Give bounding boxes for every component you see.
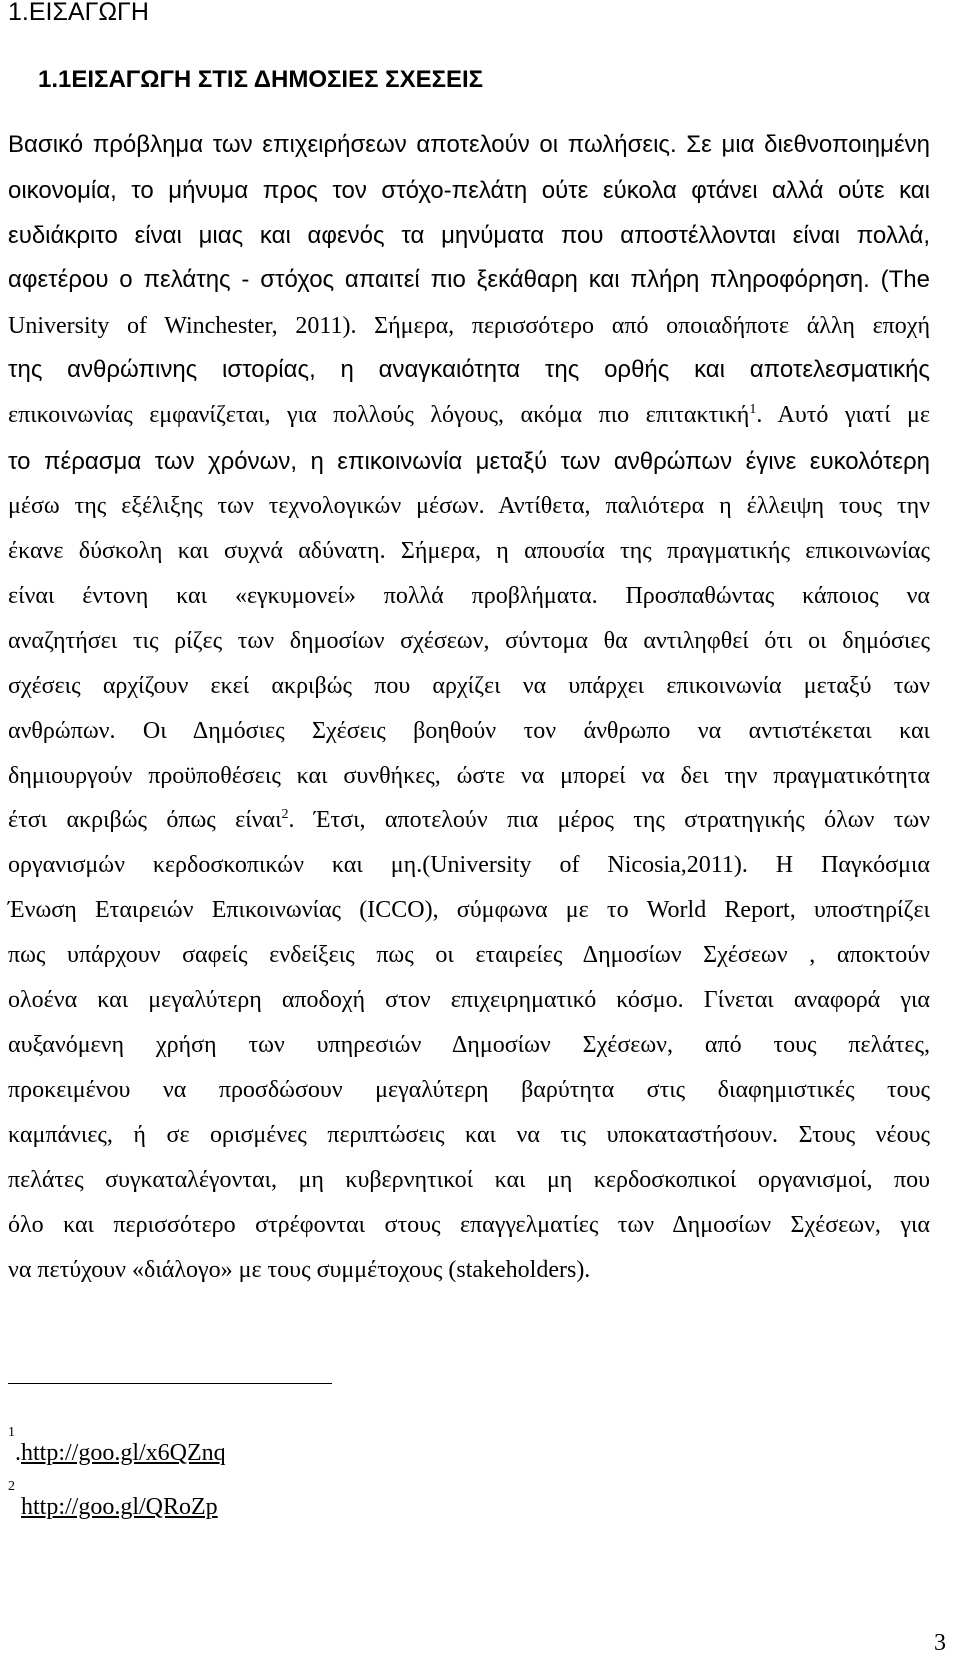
footnote — [8, 1425, 226, 1469]
footnote — [8, 1479, 218, 1523]
paragraph-line: ανθρώπων. Οι Δημόσιες Σχέσεις βοηθούν τον άνθρωπο να αντιστέκεται και — [8, 718, 930, 744]
line-text: . Αυτό γιατί με — [756, 402, 930, 428]
paragraph-line: μέσω της εξέλιξης των τεχνολογικών μέσων. Αντίθετα, παλιότερα η έλλειψη τους την — [8, 493, 930, 519]
paragraph-line: σχέσεις αρχίζουν εκεί ακριβώς που αρχίζει να υπάρχει επικοινωνία μεταξύ των — [8, 673, 930, 699]
footnote-separator — [8, 1383, 332, 1384]
paragraph-line: ολοένα και μεγαλύτερη αποδοχή στον επιχειρηματικό κόσμο. Γίνεται αναφορά για — [8, 987, 930, 1013]
paragraph-line: αφετέρου ο πελάτης - στόχος απαιτεί πιο ξεκάθαρη και πλήρη πληροφόρηση. (The — [8, 266, 930, 293]
paragraph-line: δημιουργούν προϋποθέσεις και συνθήκες, ώστε να μπορεί να δει την πραγματικότητα — [8, 763, 930, 789]
paragraph-line: της ανθρώπινης ιστορίας, η αναγκαιότητα της ορθής και αποτελεσματικής — [8, 356, 930, 383]
paragraph-line: αναζητήσει τις ρίζες των δημοσίων σχέσεων, σύντομα θα αντιληφθεί ότι οι δημόσιες — [8, 628, 930, 654]
paragraph-line: πως υπάρχουν σαφείς ενδείξεις πως οι εταιρείες Δημοσίων Σχέσεων , αποκτούν — [8, 942, 930, 968]
line-text: επικοινωνίας εμφανίζεται, για πολλούς λόγους, ακόμα πιο επιτακτική — [8, 402, 750, 428]
paragraph-line: πελάτες συγκαταλέγονται, μη κυβερνητικοί και μη κερδοσκοπικοί οργανισμοί, που — [8, 1167, 930, 1193]
sub-heading: 1.1ΕΙΣΑΓΩΓΗ ΣΤΙΣ ΔΗΜΟΣΙΕΣ ΣΧΕΣΕΙΣ — [38, 66, 484, 93]
footnote-link[interactable]: http://goo.gl/x6QZnq — [21, 1440, 226, 1466]
paragraph-line: όλο και περισσότερο στρέφονται στους επαγγελματίες των Δημοσίων Σχέσεων, για — [8, 1212, 930, 1238]
paragraph-line: προκειμένου να προσδώσουν μεγαλύτερη βαρύτητα στις διαφημιστικές τους — [8, 1077, 930, 1103]
paragraph-line — [8, 399, 930, 431]
footnote-ref: 1 — [749, 402, 757, 417]
paragraph-line: ευδιάκριτο είναι μιας και αφενός τα μηνύματα που αποστέλλονται είναι πολλά, — [8, 222, 930, 249]
paragraph-line: University of Winchester, 2011). Σήμερα, περισσότερο από οποιαδήποτε άλλη εποχή — [8, 313, 930, 339]
paragraph-line: είναι έντονη και «εγκυμονεί» πολλά προβλήματα. Προσπαθώντας κάποιος να — [8, 583, 930, 609]
paragraph-line: οργανισμών κερδοσκοπικών και μη.(University of Nicosia,2011). Η Παγκόσμια — [8, 852, 930, 878]
page-number: 3 — [934, 1630, 946, 1656]
footnote-prefix: . — [15, 1440, 21, 1466]
line-text: έτσι ακριβώς όπως είναι — [8, 807, 282, 833]
footnote-marker: 1 — [8, 1425, 15, 1440]
paragraph-line: Βασικό πρόβλημα των επιχειρήσεων αποτελούν οι πωλήσεις. Σε μια διεθνοποιημένη — [8, 131, 930, 158]
paragraph-line: καμπάνιες, ή σε ορισμένες περιπτώσεις και να τις υποκαταστήσουν. Στους νέους — [8, 1122, 930, 1148]
paragraph-line: αυξανόμενη χρήση των υπηρεσιών Δημοσίων Σχέσεων, από τους πελάτες, — [8, 1032, 930, 1058]
paragraph-line: Ένωση Εταιρειών Επικοινωνίας (ICCO), σύμφωνα με το World Report, υποστηρίζει — [8, 897, 930, 923]
footnote-link[interactable]: http://goo.gl/QRoZp — [21, 1494, 218, 1520]
line-text: . Έτσι, αποτελούν πια μέρος της στρατηγικής όλων των — [288, 807, 930, 833]
paragraph-line — [8, 804, 930, 836]
paragraph-line: οικονομία, το μήνυμα προς τον στόχο-πελάτη ούτε εύκολα φτάνει αλλά ούτε και — [8, 177, 930, 204]
section-heading: 1.ΕΙΣΑΓΩΓΗ — [8, 0, 149, 26]
footnote-marker: 2 — [8, 1479, 15, 1494]
footnote-ref: 2 — [281, 807, 289, 822]
paragraph-line: το πέρασμα των χρόνων, η επικοινωνία μεταξύ των ανθρώπων έγινε ευκολότερη — [8, 448, 930, 475]
paragraph-line: να πετύχουν «διάλογο» με τους συμμέτοχους (stakeholders). — [8, 1257, 591, 1283]
paragraph-line: έκανε δύσκολη και συχνά αδύνατη. Σήμερα, η απουσία της πραγματικής επικοινωνίας — [8, 538, 930, 564]
